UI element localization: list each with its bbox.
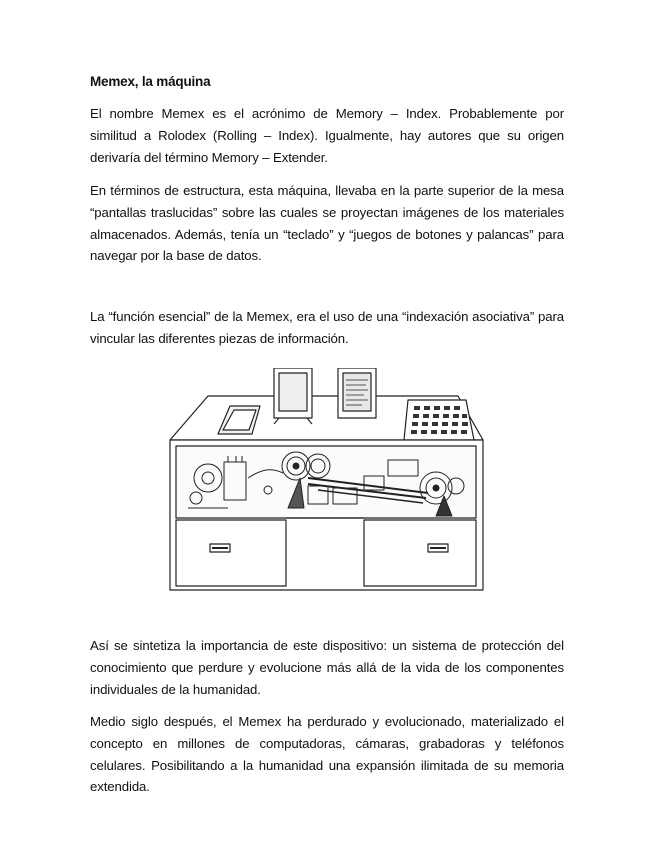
section-heading: Memex, la máquina xyxy=(90,74,211,89)
paragraph-importance: Así se sintetiza la importancia de este dispositivo: un sistema de protección del conocimiento que perdure y evolucione más allá de la vida de los componentes individuales de la humanidad. xyxy=(90,638,564,697)
paragraph-function: La “función esencial” de la Memex, era el uso de una “indexación asociativa” para vincular las diferentes piezas de información. xyxy=(90,309,564,346)
paragraph-acronym: El nombre Memex es el acrónimo de Memory – Index. Probablemente por similitud a Rolodex (Rolling – Index). Igualmente, hay autores que su origen derivaría del término Memory – Extender. xyxy=(90,106,564,165)
memex-illustration xyxy=(168,368,488,598)
paragraph-structure: En términos de estructura, esta máquina, llevaba en la parte superior de la mesa “pantallas traslucidas” sobre las cuales se proyectan imágenes de los materiales almacenados. Además, tenía un “teclado” y “juegos de botones y palancas” para navegar por la base de datos. xyxy=(90,183,564,264)
paragraph-evolution: Medio siglo después, el Memex ha perdurado y evolucionado, materializado el concepto en millones de computadoras, cámaras, grabadoras y teléfonos celulares. Posibilitando a la humanidad una expansión ilimitada de su memoria extendida. xyxy=(90,714,564,795)
